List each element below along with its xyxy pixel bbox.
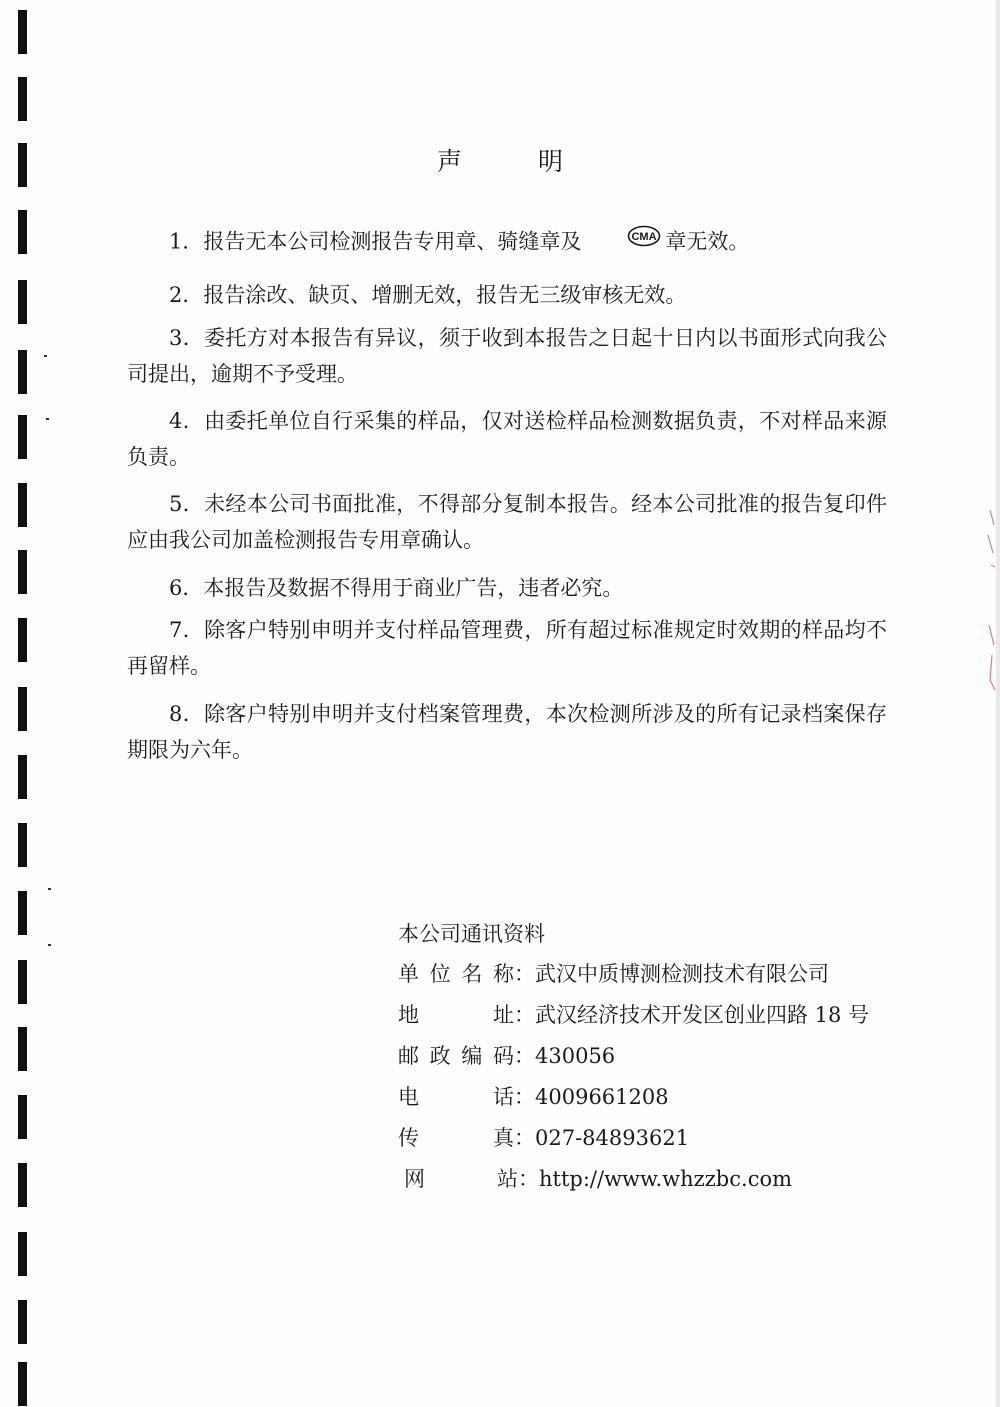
- contact-label: 电话: [398, 1085, 514, 1109]
- contact-sep: ：: [514, 1044, 535, 1068]
- binding-mark: [18, 891, 27, 935]
- binding-mark: [18, 1027, 27, 1071]
- binding-mark: [18, 755, 27, 799]
- statement-item-3: 3．委托方对本报告有异议，须于收到本报告之日起十日内以书面形式向我公司提出，逾期不予受理。: [127, 326, 887, 386]
- statement-item-4: 4．由委托单位自行采集的样品，仅对送检样品检测数据负责，不对样品来源负责。: [127, 409, 887, 469]
- contact-row-fax: [398, 1118, 918, 1159]
- cma-mark-icon: [585, 222, 661, 258]
- contact-row-address: [398, 995, 918, 1036]
- contact-heading: 本公司通讯资料: [398, 922, 545, 946]
- contact-sep: ：: [514, 1003, 535, 1027]
- binding-mark: [18, 10, 27, 54]
- statement-item-5: 5．未经本公司书面批准，不得部分复制本报告。经本公司批准的报告复印件应由我公司加盖检测报告专用章确认。: [127, 492, 887, 552]
- contact-sep: ：: [514, 1126, 535, 1150]
- scan-speck: [46, 418, 49, 420]
- statement-item-1: [127, 222, 887, 264]
- statement-1-post: 章无效。: [665, 229, 750, 254]
- svg-text:CMA: CMA: [631, 231, 657, 243]
- contact-sep: ：: [514, 1085, 535, 1109]
- binding-mark: [18, 210, 27, 254]
- statement-item-8: 8．除客户特别申明并支付档案管理费，本次检测所涉及的所有记录档案保存期限为六年。: [127, 702, 887, 762]
- contact-row-phone: [398, 1077, 918, 1118]
- binding-mark: [18, 415, 27, 459]
- scan-speck: [44, 355, 47, 357]
- statement-item-7: 7．除客户特别申明并支付样品管理费，所有超过标准规定时效期的样品均不再留样。: [127, 618, 887, 678]
- binding-mark: [18, 618, 27, 662]
- contact-sep: ：: [514, 962, 535, 986]
- binding-mark: [18, 1232, 27, 1276]
- contact-value: http://www.whzzbc.com: [539, 1167, 793, 1191]
- binding-marks: [16, 0, 30, 1407]
- binding-mark: [18, 1362, 27, 1406]
- contact-value: 4009661208: [535, 1085, 669, 1109]
- contact-label: 传真: [398, 1126, 514, 1150]
- contact-label: 地址: [398, 1003, 514, 1027]
- binding-mark: [18, 77, 27, 121]
- binding-mark: [18, 550, 27, 594]
- contact-info: [398, 914, 918, 1200]
- contact-label: 单位名称: [398, 962, 514, 986]
- binding-mark: [18, 960, 27, 1004]
- scan-speck: [48, 888, 51, 890]
- binding-mark: [18, 687, 27, 731]
- contact-value: 027-84893621: [535, 1126, 690, 1150]
- contact-label: 网站: [404, 1167, 518, 1191]
- contact-value: 武汉经济技术开发区创业四路 18 号: [535, 1003, 870, 1027]
- contact-row-company: [398, 954, 918, 995]
- binding-mark: [18, 280, 27, 324]
- binding-mark: [18, 1163, 27, 1207]
- statement-item-6: 6．本报告及数据不得用于商业广告，违者必究。: [169, 576, 624, 600]
- scan-speck: [48, 944, 51, 946]
- binding-mark: [18, 483, 27, 527]
- stamp-bleed-mark: [976, 505, 998, 705]
- contact-value: 430056: [535, 1044, 616, 1068]
- page-title: 声 明: [437, 147, 597, 176]
- contact-label: 邮政编码: [398, 1044, 514, 1068]
- statement-1-pre: 1．报告无本公司检测报告专用章、骑缝章及: [169, 229, 582, 254]
- contact-row-website: [398, 1159, 918, 1200]
- binding-mark: [18, 1095, 27, 1139]
- binding-mark: [18, 823, 27, 867]
- binding-mark: [18, 350, 27, 394]
- statement-item-2: 2．报告涂改、缺页、增删无效，报告无三级审核无效。: [169, 283, 687, 307]
- contact-sep: ：: [518, 1167, 539, 1191]
- contact-row-postcode: [398, 1036, 918, 1077]
- contact-value: 武汉中质博测检测技术有限公司: [535, 962, 829, 986]
- binding-mark: [18, 1300, 27, 1344]
